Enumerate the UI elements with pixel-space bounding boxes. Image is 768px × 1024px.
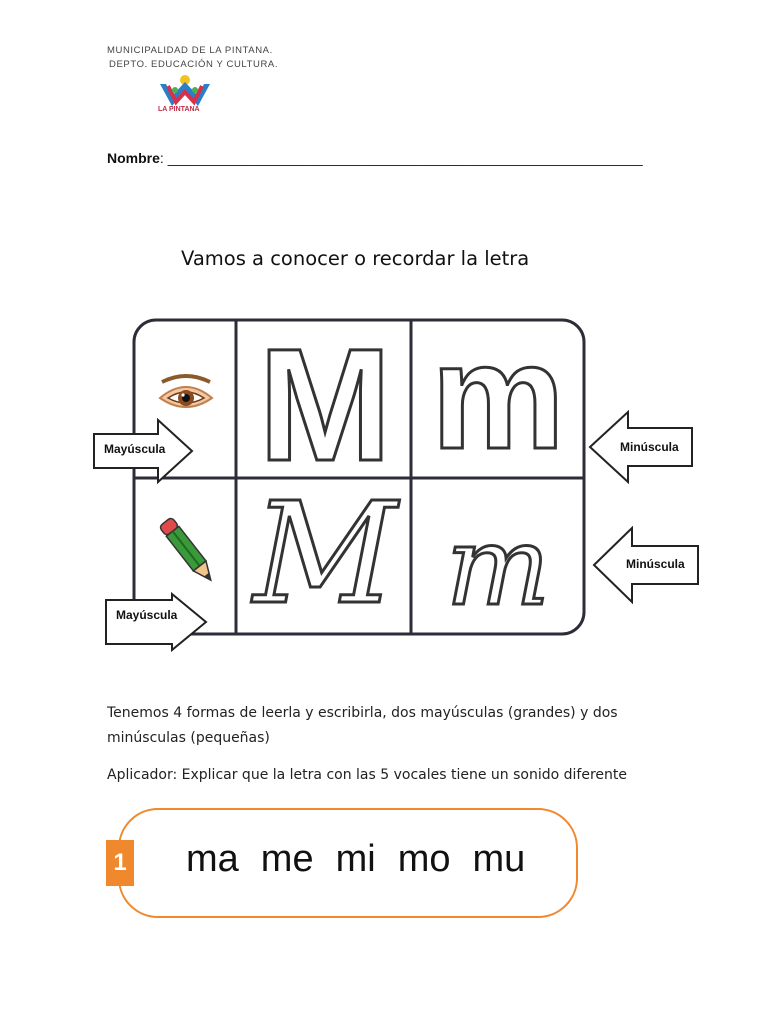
eye-icon bbox=[156, 372, 216, 422]
syllable-me: me bbox=[260, 838, 314, 880]
arrow-mayuscula-bottom bbox=[104, 592, 208, 652]
arrow-label-minuscula-bottom: Minúscula bbox=[626, 557, 685, 571]
script-lowercase-letter bbox=[416, 484, 580, 630]
arrow-label-mayuscula-bottom: Mayúscula bbox=[116, 608, 178, 622]
syllable-mi: mi bbox=[335, 838, 376, 880]
syllable-list bbox=[186, 838, 525, 881]
syllable-mo: mo bbox=[397, 838, 451, 880]
script-uppercase-text: M bbox=[253, 484, 397, 630]
arrow-label-mayuscula-top: Mayúscula bbox=[104, 442, 166, 456]
syllable-mu: mu bbox=[472, 838, 526, 880]
print-uppercase-text: M bbox=[258, 330, 392, 474]
arrow-minuscula-bottom bbox=[592, 526, 700, 604]
exercise-number: 1 bbox=[106, 840, 134, 886]
logo-text: LA PINTANA bbox=[158, 106, 200, 113]
paragraph-forms-line-2: minúsculas (pequeñas) bbox=[107, 730, 270, 746]
script-lowercase-text: m bbox=[445, 502, 551, 630]
la-pintana-logo bbox=[150, 72, 220, 118]
header-line-1: MUNICIPALIDAD DE LA PINTANA. bbox=[107, 45, 273, 56]
print-uppercase-letter bbox=[242, 330, 408, 474]
right-arrow-icon-2 bbox=[104, 592, 208, 652]
paragraph-aplicador: Aplicador: Explicar que la letra con las 5 vocales tiene un sonido diferente bbox=[107, 767, 627, 783]
nombre-label: Nombre bbox=[107, 150, 160, 166]
nombre-line[interactable]: _____________________________________________________________ bbox=[167, 150, 643, 166]
paragraph-forms-line-1: Tenemos 4 formas de leerla y escribirla, dos mayúsculas (grandes) y dos bbox=[107, 705, 618, 721]
pencil-icon bbox=[158, 508, 218, 598]
arrow-label-minuscula-top: Minúscula bbox=[620, 440, 679, 454]
header-line-2: DEPTO. EDUCACIÓN Y CULTURA. bbox=[109, 59, 279, 70]
print-lowercase-letter bbox=[416, 330, 580, 474]
nombre-colon: : bbox=[159, 150, 164, 166]
syllable-ma: ma bbox=[186, 838, 239, 880]
print-lowercase-text: m bbox=[431, 330, 565, 474]
page-title: Vamos a conocer o recordar la letra bbox=[181, 247, 530, 270]
nombre-field[interactable] bbox=[107, 150, 643, 166]
arrow-mayuscula-top bbox=[92, 418, 194, 484]
script-uppercase-letter bbox=[242, 484, 408, 630]
arrow-minuscula-top bbox=[588, 410, 694, 484]
letter-grid bbox=[132, 318, 586, 636]
